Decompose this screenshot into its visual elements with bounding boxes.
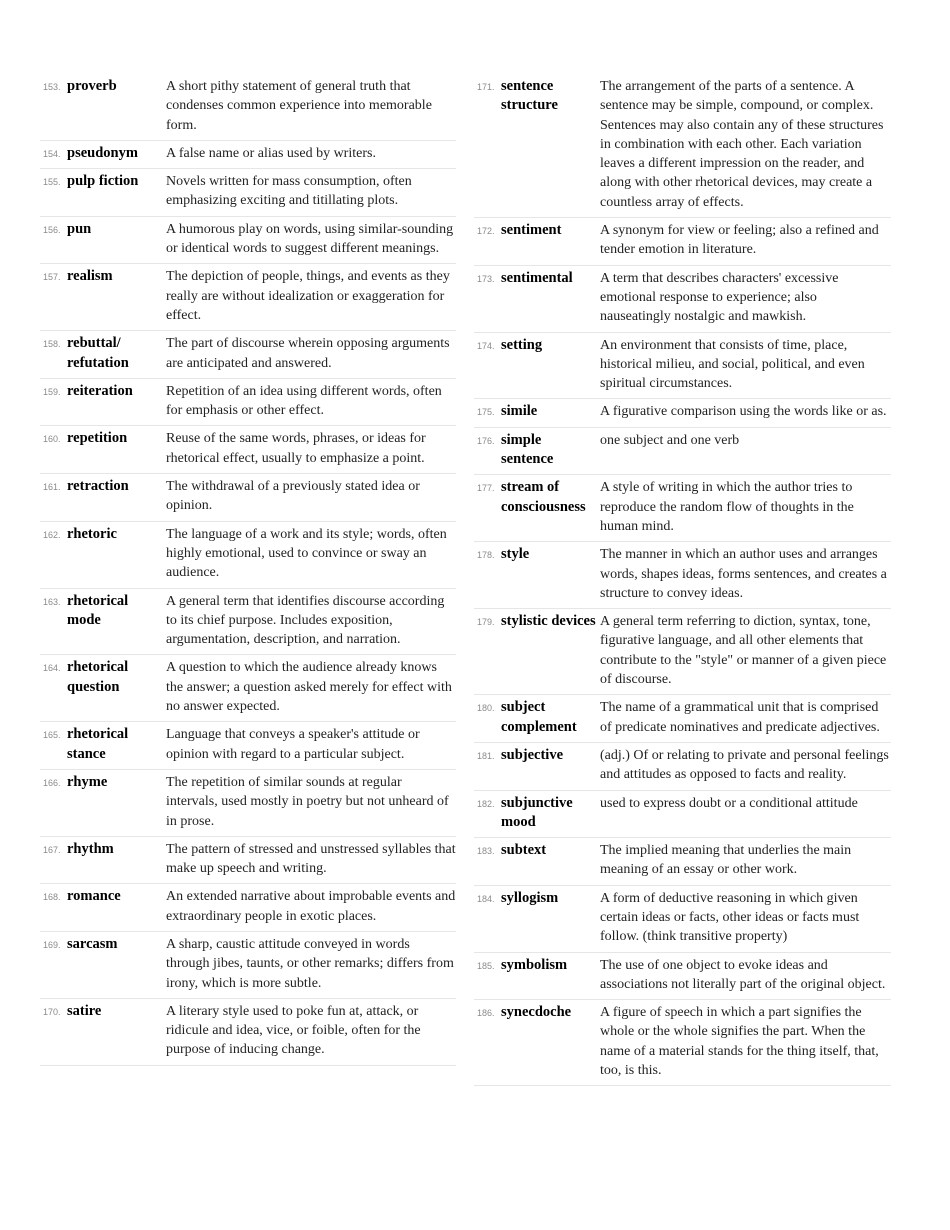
entry-term: pulp fiction [67,173,139,190]
entry-definition: The withdrawal of a previously stated idea or opinion. [166,479,420,514]
glossary-entry [40,426,456,474]
glossary-entry [474,333,891,400]
right-column [474,74,891,1086]
glossary-entry [40,722,456,770]
glossary-entry [474,542,891,609]
glossary-entry [474,695,891,743]
entry-definition: A synonym for view or feeling; also a refined and tender emotion in literature. [600,223,879,258]
entry-definition: A humorous play on words, using similar-sounding or identical words to suggest different meanings. [166,221,454,257]
entry-number: 173. [477,273,495,284]
entry-term: sentence structure [501,78,558,114]
entry-definition: A figurative comparison using the words like or as. [600,404,887,420]
entry-definition: Repetition of an idea using different words, often for emphasis or other effect. [166,383,442,419]
glossary-entry [40,884,456,932]
entry-term: synecdoche [501,1004,572,1021]
entry-term: rhetorical stance [67,726,129,762]
glossary-entry [474,266,891,333]
entry-term: romance [67,888,121,905]
entry-term: setting [501,336,543,353]
entry-definition: An extended narrative about improbable events and extraordinary people in exotic places. [166,889,456,924]
entry-term: rhythm [67,840,114,857]
entry-number: 166. [43,777,61,788]
entry-number: 184. [477,893,495,904]
entry-number: 179. [477,617,495,628]
entry-number: 161. [43,482,61,493]
entry-number: 182. [477,798,495,809]
entry-term: stylistic devices [501,613,596,630]
glossary-entry [474,743,891,791]
entry-number: 160. [43,434,61,445]
entry-term: sentiment [501,222,562,239]
entry-term: simple sentence [501,431,554,468]
entry-term: rhetorical question [67,659,129,695]
entry-definition: A question to which the audience already knows the answer; a question asked merely for effect with no answer expected. [166,660,452,715]
entry-definition: The language of a work and its style; words, often highly emotional, used to convince or sway an audience. [166,526,447,581]
entry-definition: The part of discourse wherein opposing arguments are anticipated and answered. [166,336,450,371]
entry-number: 168. [43,892,61,903]
entry-term: stream of consciousness [501,479,586,515]
glossary-entry [474,74,891,218]
glossary-entry [40,264,456,331]
entry-number: 172. [477,226,495,237]
entry-term: rhetorical mode [67,592,129,628]
entry-term: simile [501,403,538,420]
entry-number: 154. [43,148,61,159]
entry-number: 176. [477,435,495,446]
entry-definition: Reuse of the same words, phrases, or ideas for rhetorical effect, usually to emphasize a point. [166,431,426,466]
entry-definition: A literary style used to poke fun at, attack, or ridicule and idea, vice, or foible, often for the purpose of inducing change. [166,1003,421,1058]
entry-number: 157. [43,272,61,283]
entry-term: satire [67,1002,102,1019]
glossary-entry [40,331,456,379]
entry-definition: A short pithy statement of general truth that condenses common experience into memorable form. [166,79,432,133]
glossary-entry [40,474,456,522]
entry-term: repetition [67,430,128,447]
glossary-entry [40,999,456,1066]
glossary-entry [474,428,891,476]
entry-definition: An environment that consists of time, place, historical milieu, and social, political, and even spiritual circumstances. [600,337,865,392]
glossary-entry [474,838,891,886]
entry-number: 181. [477,750,495,761]
entry-number: 155. [43,177,61,188]
entry-number: 153. [43,82,61,92]
entry-term: rebuttal/ refutation [67,335,129,371]
entry-definition: A sharp, caustic attitude conveyed in words through jibes, taunts, or other remarks; differs from irony, which is more subtle. [166,936,454,991]
glossary-entry [474,475,891,542]
entry-term: subjective [501,746,564,763]
glossary-entry [40,589,456,656]
entry-term: rhetoric [67,525,117,542]
glossary-entry [40,141,456,169]
entry-term: reiteration [67,382,133,399]
glossary-entry [474,609,891,695]
glossary-entry [474,791,891,839]
entry-number: 167. [43,844,61,855]
entry-term: sentimental [501,269,573,286]
entry-term: symbolism [501,956,568,973]
entry-term: pun [67,220,92,237]
entry-number: 163. [43,596,61,607]
entry-definition: A style of writing in which the author tries to reproduce the random flow of thoughts in the human mind. [600,480,854,534]
entry-number: 180. [477,703,495,714]
entry-term: realism [67,268,113,285]
glossary-entry [40,655,456,722]
glossary-entry [40,837,456,885]
entry-number: 158. [43,339,61,350]
entry-definition: A general term that identifies discourse according to its chief purpose. Includes exposition, argumentation, description, and narration. [166,593,445,648]
entry-definition: (adj.) Of or relating to private and personal feelings and attitudes as opposed to facts and reality. [600,747,889,783]
entry-term: syllogism [501,889,559,906]
glossary-entry [474,886,891,953]
entry-term: rhyme [67,773,108,790]
glossary-entry [40,522,456,589]
entry-term: subject complement [501,699,577,735]
glossary-entry [40,169,456,217]
entry-number: 159. [43,386,61,397]
entry-number: 170. [43,1006,61,1017]
entry-definition: one subject and one verb [600,432,740,448]
entry-definition: A false name or alias used by writers. [166,145,376,161]
glossary-entry [40,770,456,837]
entry-definition: The pattern of stressed and unstressed syllables that make up speech and writing. [166,841,456,877]
entry-number: 175. [477,407,495,418]
entry-term: subjunctive mood [501,794,573,830]
entry-number: 156. [43,224,61,235]
entry-definition: used to express doubt or a conditional attitude [600,795,858,811]
entry-term: proverb [67,78,117,94]
entry-definition: The manner in which an author uses and arranges words, shapes ideas, forms sentences, and creates a structure to convey ideas. [600,547,887,601]
entry-number: 174. [477,340,495,351]
glossary-entry [40,74,456,141]
entry-number: 177. [477,483,495,494]
entry-term: subtext [501,842,547,859]
entry-definition: Language that conveys a speaker's attitude or opinion with regard to a particular subject. [166,727,420,762]
entry-number: 183. [477,846,495,857]
glossary-entry [474,218,891,266]
entry-number: 162. [43,529,61,540]
entry-number: 185. [477,960,495,971]
glossary-entry [40,932,456,999]
entry-definition: The use of one object to evoke ideas and associations not literally part of the original object. [600,957,886,992]
glossary-entry [474,1000,891,1086]
left-column [40,74,456,1066]
glossary-entry [474,953,891,1001]
entry-number: 178. [477,550,495,561]
entry-definition: A form of deductive reasoning in which given certain ideas or facts, other ideas or facts must follow. (think transitive property) [600,890,860,945]
entry-number: 171. [477,82,495,92]
entry-term: retraction [67,478,129,495]
glossary-entry [40,379,456,427]
glossary-entry [40,217,456,265]
entry-definition: The arrangement of the parts of a sentence. A sentence may be simple, compound, or complex. Sentences may also contain any of these structures in combination with each other. Each variation leaves a different impression on the reader, and along with other rhetorical devices, may create a countless array of effects. [600,79,884,210]
glossary-entry [474,399,891,427]
entry-term: pseudonym [67,144,138,161]
entry-definition: A term that describes characters' excessive emotional response to experience; also nauseatingly nostalgic and mawkish. [600,270,839,325]
entry-definition: The name of a grammatical unit that is comprised of predicate nominatives and predicate adjectives. [600,700,880,735]
entry-number: 164. [43,663,61,674]
entry-definition: The depiction of people, things, and events as they really are without idealization or exaggeration for effect. [166,269,450,323]
entry-term: style [501,546,530,563]
entry-number: 186. [477,1008,495,1019]
entry-definition: A figure of speech in which a part signifies the whole or the whole signifies the part. When the name of a material stands for the thing itself, that, too, is this. [600,1005,879,1079]
entry-number: 169. [43,939,61,950]
entry-definition: A general term referring to diction, syntax, tone, figurative language, and all other elements that contribute to the "style" or manner of a given piece of discourse. [600,614,887,688]
entry-term: sarcasm [67,935,118,952]
entry-number: 165. [43,730,61,741]
entry-definition: The repetition of similar sounds at regular intervals, used mostly in poetry but not unheard of in prose. [166,774,449,829]
entry-definition: The implied meaning that underlies the main meaning of an essay or other work. [600,843,852,878]
entry-definition: Novels written for mass consumption, often emphasizing exciting and titillating plots. [166,174,412,209]
